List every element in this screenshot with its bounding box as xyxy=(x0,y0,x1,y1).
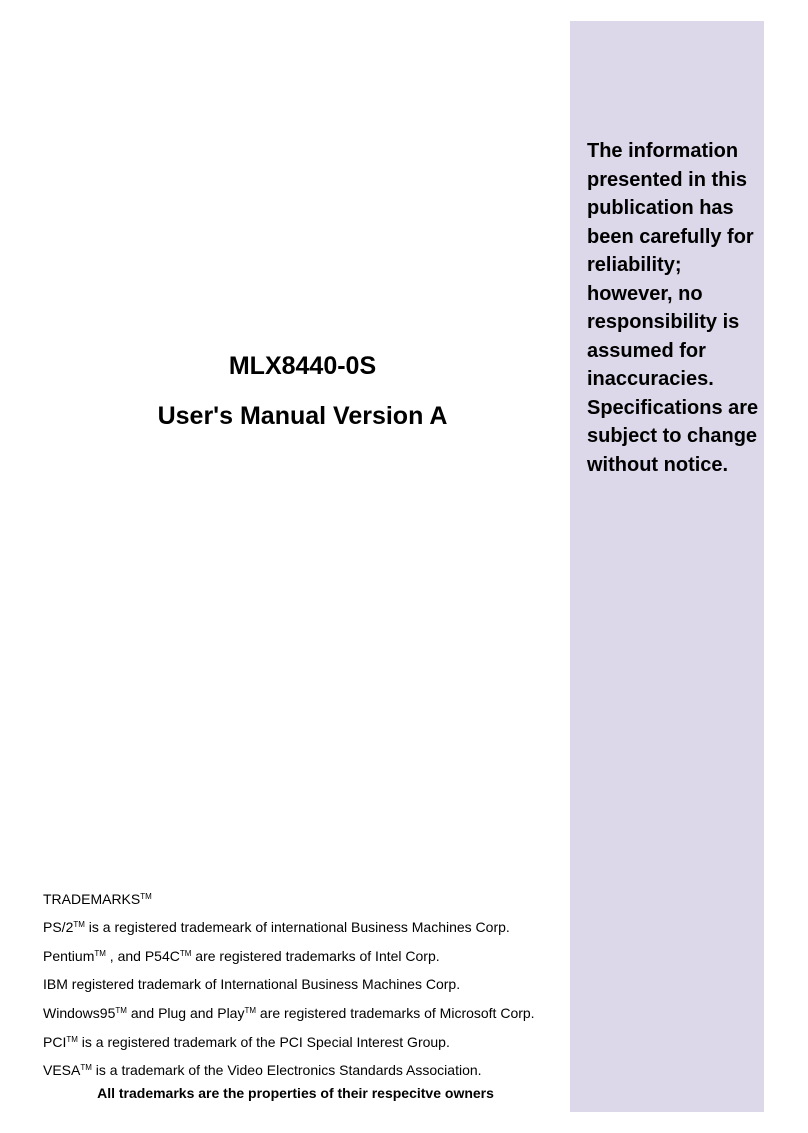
disclaimer-line: assumed for xyxy=(587,339,706,362)
tm-mark: TM xyxy=(115,1006,127,1016)
trademark-text: are registered trademarks of Intel Corp. xyxy=(191,947,440,964)
disclaimer-line: been carefully for xyxy=(587,225,754,248)
disclaimer-line: subject to change xyxy=(587,425,758,447)
tm-mark: TM xyxy=(66,1034,78,1044)
disclaimer-notice xyxy=(587,137,762,479)
tm-mark: TM xyxy=(94,948,106,958)
trademarks-heading-text: TRADEMARKS xyxy=(43,891,141,907)
trademarks-heading xyxy=(43,885,563,913)
trademark-text: is a registered trademeark of international Business Machines Corp. xyxy=(84,919,510,935)
trademark-text: are registered trademarks of Microsoft Corp. xyxy=(256,1005,535,1022)
trademark-name: VESA xyxy=(43,1062,81,1079)
trademark-text: is a trademark of the Video Electronics Standards Association. xyxy=(91,1062,482,1079)
trademark-line-pci xyxy=(43,1028,563,1057)
disclaimer-line: responsibility is xyxy=(587,311,740,333)
tm-mark: TM xyxy=(179,948,192,958)
trademark-text: and Plug and Play xyxy=(126,1005,245,1022)
trademark-name: Windows95 xyxy=(43,1005,116,1022)
tm-mark: TM xyxy=(244,1006,257,1016)
document-model-title: MLX8440-0S xyxy=(228,352,377,380)
disclaimer-line: without notice. xyxy=(587,453,729,476)
trademark-text: , and P54C xyxy=(105,947,180,964)
trademark-name: Pentium xyxy=(43,947,95,964)
trademarks-footer: All trademarks are the properties of their respecitve owners xyxy=(97,1085,494,1101)
disclaimer-line: reliability; xyxy=(587,254,682,276)
trademark-name: PS/2 xyxy=(43,919,74,935)
disclaimer-line: inaccuracies. xyxy=(587,368,714,390)
trademark-name: PCI xyxy=(43,1033,67,1050)
disclaimer-line: however, no xyxy=(587,282,703,305)
tm-mark: TM xyxy=(140,892,152,901)
trademarks-section xyxy=(43,885,563,1085)
disclaimer-line: The information xyxy=(587,140,739,162)
disclaimer-line: publication has xyxy=(587,197,734,219)
disclaimer-line: presented in this xyxy=(587,168,748,191)
trademark-text: is a registered trademark of the PCI Special Interest Group. xyxy=(77,1033,450,1050)
trademark-text: IBM registered trademark of International Business Machines Corp. xyxy=(43,976,461,993)
disclaimer-line: Specifications are xyxy=(587,396,759,419)
trademark-line-ps2 xyxy=(43,913,563,942)
trademark-line-ibm xyxy=(43,970,563,999)
document-manual-title: User's Manual Version A xyxy=(157,402,448,430)
tm-mark: TM xyxy=(73,920,85,929)
trademark-line-intel xyxy=(43,942,563,971)
tm-mark: TM xyxy=(80,1063,92,1073)
trademark-line-vesa xyxy=(43,1056,563,1085)
trademark-line-microsoft xyxy=(43,999,563,1028)
